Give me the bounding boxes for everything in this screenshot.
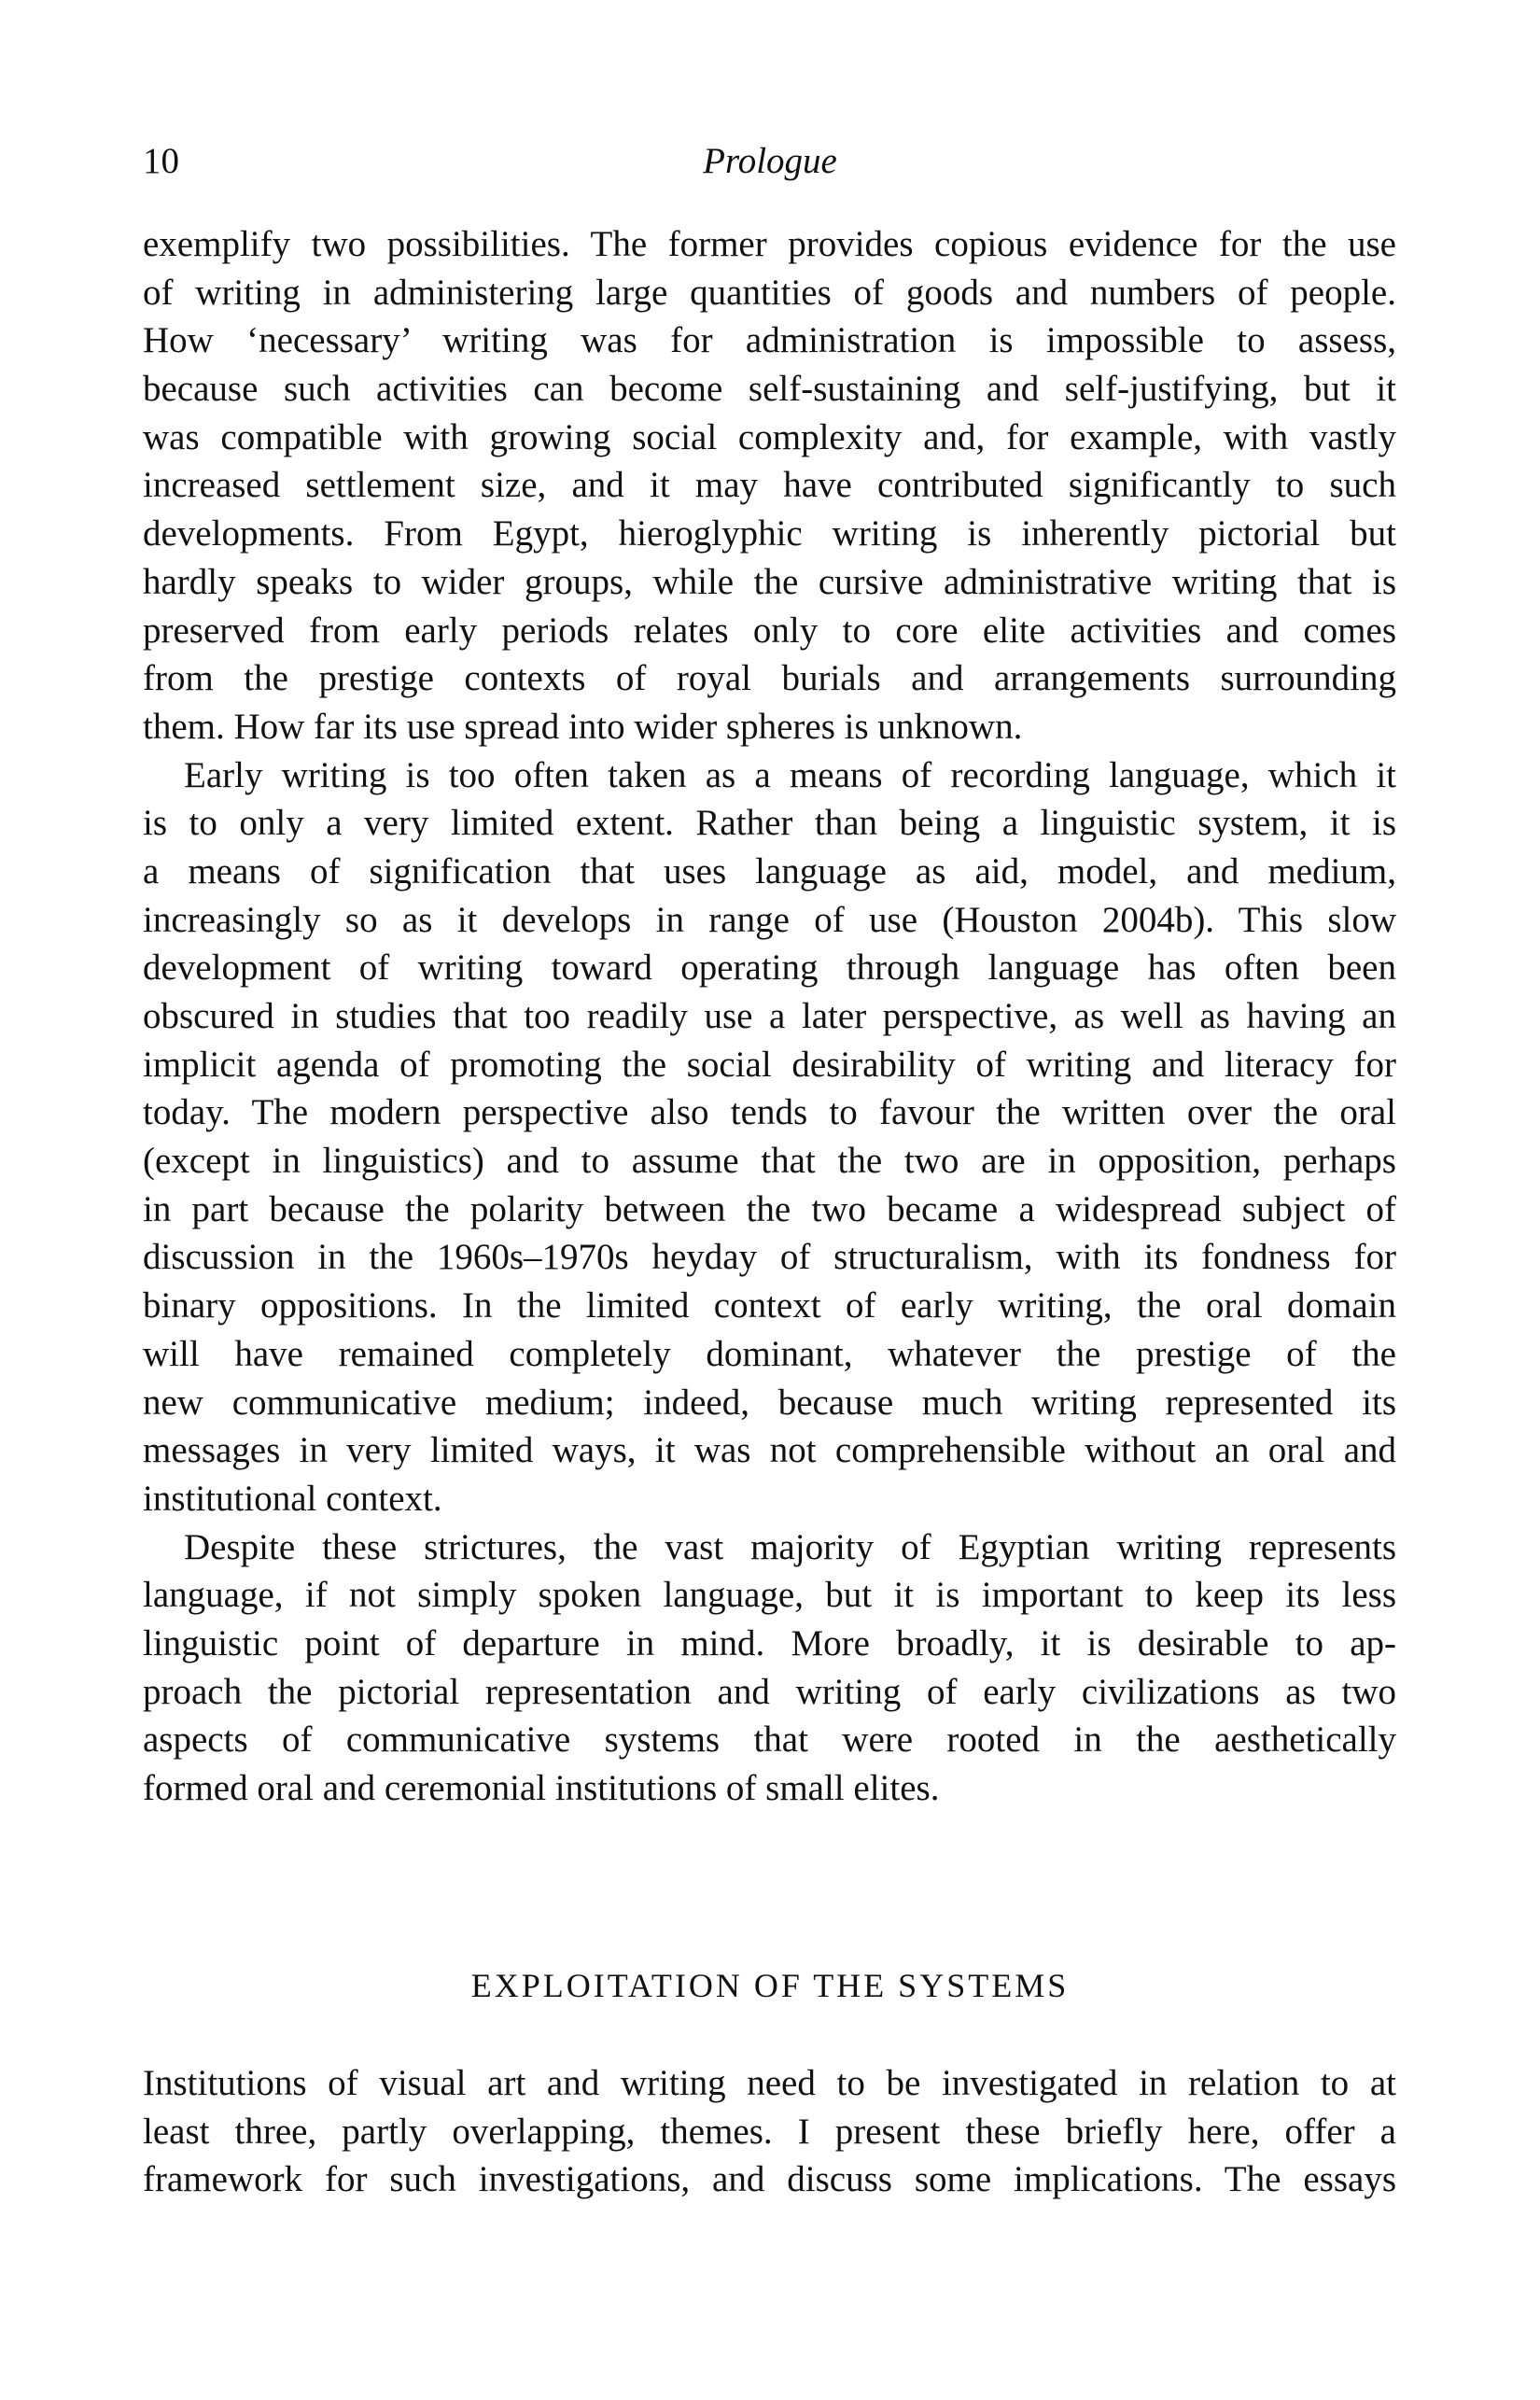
text-line: Institutions of visual art and writing need to be investigated in relation to at [143, 2063, 1396, 2103]
text-line: (except in linguistics) and to assume that the two are in opposition, perhaps [143, 1141, 1396, 1182]
text-line: will have remained completely dominant, whatever the prestige of the [143, 1333, 1396, 1374]
text-line: aspects of communicative systems that were rooted in the aesthetically [143, 1719, 1396, 1761]
text-line: from the prestige contexts of royal burials and arrangements surrounding [143, 658, 1396, 699]
text-line: discussion in the 1960s–1970s heyday of structuralism, with its fondness for [143, 1237, 1396, 1278]
text-line: new communicative medium; indeed, because much writing represented its [143, 1382, 1396, 1423]
text-line: institutional context. [143, 1478, 442, 1519]
text-line: obscured in studies that too readily use a later perspective, as well as having an [143, 996, 1396, 1036]
text-line: was compatible with growing social complexity and, for example, with vastly [143, 416, 1396, 457]
text-line: linguistic point of departure in mind. More broadly, it is desirable to ap- [143, 1622, 1396, 1663]
text-line: a means of signification that uses language as aid, model, and medium, [143, 850, 1396, 891]
text-line: binary oppositions. In the limited context of early writing, the oral domain [143, 1285, 1396, 1326]
text-line: framework for such investigations, and discuss some implications. The essays [143, 2159, 1396, 2200]
text-line: formed oral and ceremonial institutions of small elites. [143, 1768, 940, 1808]
text-line: preserved from early periods relates only to core elite activities and comes [143, 610, 1396, 651]
paragraph [143, 751, 1396, 1523]
text-line: language, if not simply spoken language, but it is important to keep its less [143, 1575, 1396, 1616]
text-line: because such activities can become self-sustaining and self-justifying, but it [143, 369, 1396, 410]
running-title: Prologue [703, 141, 837, 181]
section-body-text [143, 2059, 1396, 2204]
body-text [143, 220, 1396, 1813]
text-line: of writing in administering large quantities of goods and numbers of people. [143, 272, 1396, 313]
paragraph [143, 1523, 1396, 1813]
text-line: messages in very limited ways, it was not comprehensible without an oral and [143, 1430, 1396, 1471]
text-line: increased settlement size, and it may have contributed significantly to such [143, 465, 1396, 506]
paragraph [143, 220, 1396, 751]
text-line: today. The modern perspective also tends to favour the written over the oral [143, 1092, 1396, 1133]
paragraph [143, 2059, 1396, 2204]
section-heading: EXPLOITATION OF THE SYSTEMS [470, 1967, 1070, 2004]
text-line: is to only a very limited extent. Rather than being a linguistic system, it is [143, 803, 1396, 844]
text-line: developments. From Egypt, hieroglyphic writing is inherently pictorial but [143, 513, 1396, 554]
text-line: Despite these strictures, the vast majority of Egyptian writing represents [184, 1526, 1396, 1567]
text-line: hardly speaks to wider groups, while the cursive administrative writing that is [143, 561, 1396, 602]
text-line: exemplify two possibilities. The former provides copious evidence for the use [143, 224, 1396, 264]
text-line: proach the pictorial representation and writing of early civilizations as two [143, 1671, 1396, 1712]
text-line: them. How far its use spread into wider spheres is unknown. [143, 706, 1023, 747]
text-line: Early writing is too often taken as a means of recording language, which it [184, 754, 1396, 795]
text-line: least three, partly overlapping, themes. I present these briefly here, offer a [143, 2111, 1396, 2152]
text-line: How ‘necessary’ writing was for administration is impossible to assess, [143, 320, 1396, 361]
text-line: development of writing toward operating through language has often been [143, 947, 1396, 989]
text-line: in part because the polarity between the two became a widespread subject of [143, 1188, 1396, 1229]
text-line: increasingly so as it develops in range of use (Houston 2004b). This slow [143, 899, 1396, 940]
page-number: 10 [143, 141, 179, 181]
text-line: implicit agenda of promoting the social desirability of writing and literacy for [143, 1044, 1396, 1085]
